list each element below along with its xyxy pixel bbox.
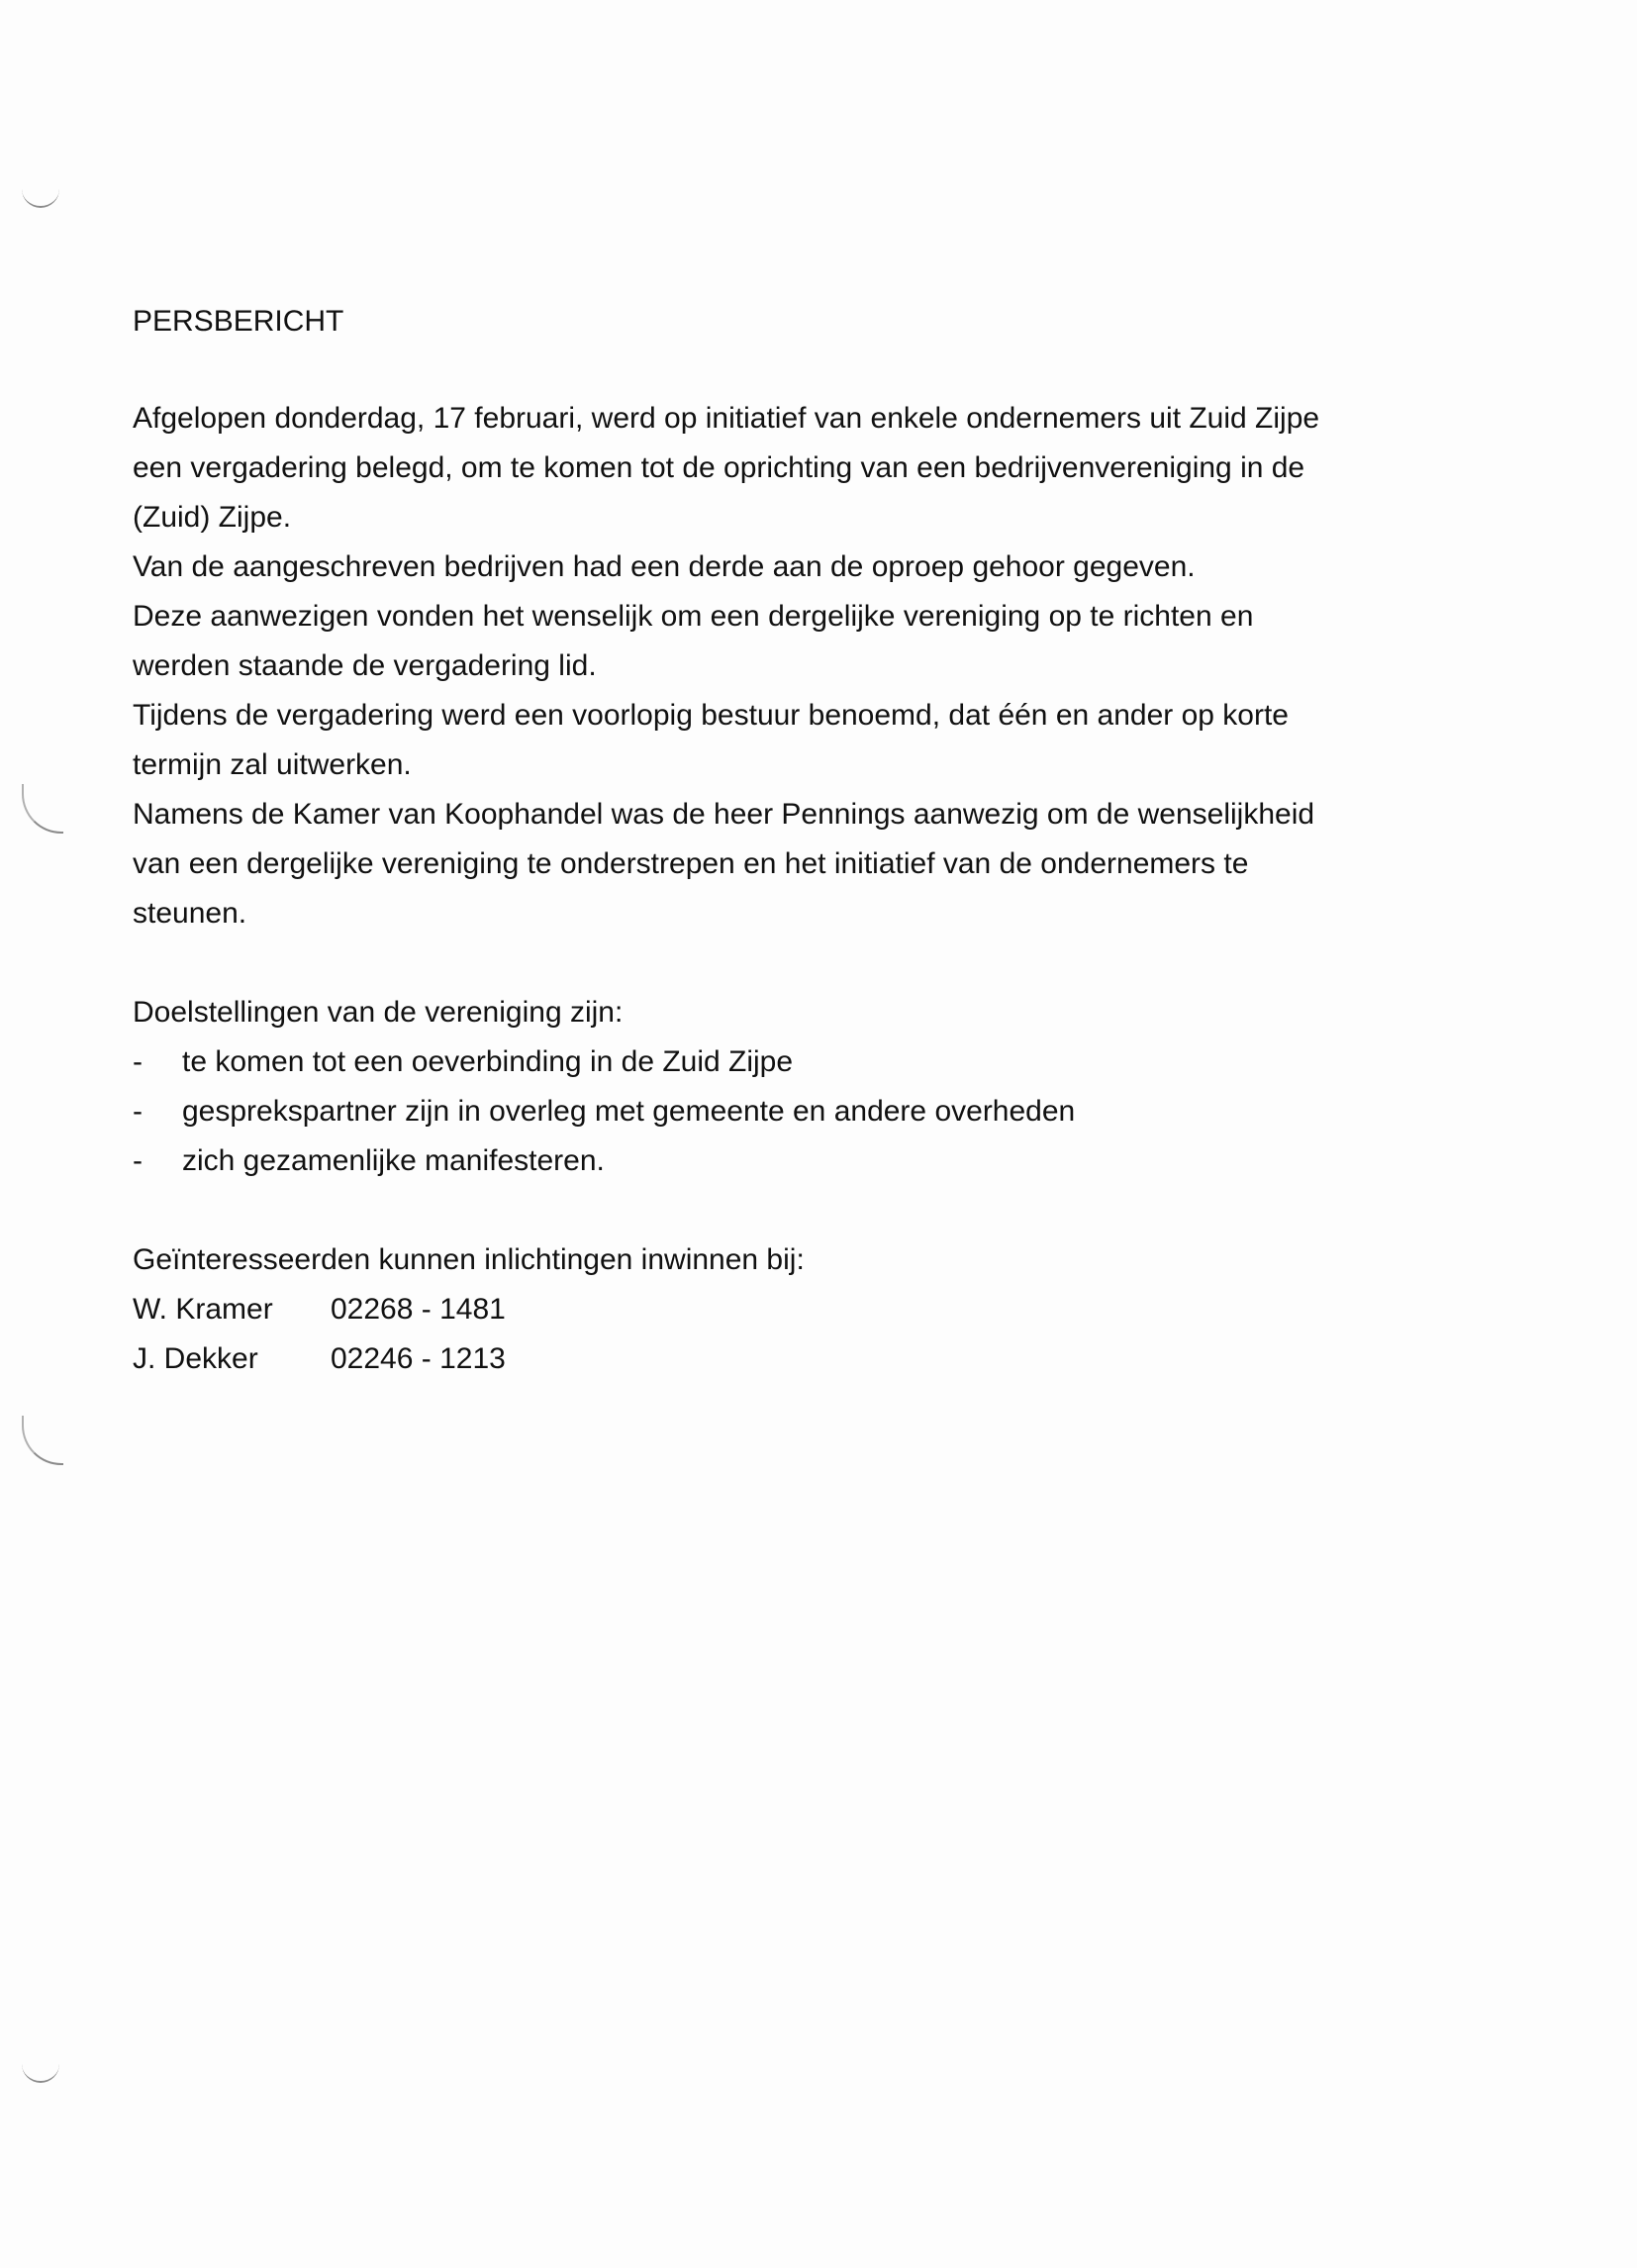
goal-text: te komen tot een oeverbinding in de Zuid Zijpe — [182, 1045, 794, 1078]
goals-list — [133, 1037, 1419, 1186]
paragraph-line: Afgelopen donderdag, 17 februari, werd op initiatief van enkele ondernemers uit Zuid Zijpe — [133, 402, 1320, 435]
contact-row — [133, 1285, 1419, 1334]
dash-bullet: - — [133, 1045, 143, 1078]
paragraph-line: Van de aangeschreven bedrijven had een derde aan de oproep gehoor gegeven. — [133, 550, 1196, 583]
contact-phone: 02246 - 1213 — [331, 1342, 506, 1375]
paragraph-line: van een dergelijke vereniging te onderstrepen en het initiatief van de ondernemers te — [133, 847, 1249, 880]
punch-hole-mark — [22, 1416, 63, 1465]
press-release-paragraph — [133, 394, 1419, 938]
punch-hole-mark — [22, 184, 59, 208]
section-spacer — [133, 1186, 1419, 1235]
paragraph-line: werden staande de vergadering lid. — [133, 649, 597, 682]
contacts-intro: Geïnteresseerden kunnen inlichtingen inwinnen bij: — [133, 1243, 805, 1276]
paragraph-line: een vergadering belegd, om te komen tot de oprichting van een bedrijvenvereniging in de — [133, 451, 1305, 484]
paragraph-line: Namens de Kamer van Koophandel was de heer Pennings aanwezig om de wenselijkheid — [133, 798, 1315, 831]
list-item — [133, 1037, 1419, 1087]
list-item — [133, 1136, 1419, 1186]
contact-row — [133, 1334, 1419, 1384]
paragraph-line: (Zuid) Zijpe. — [133, 501, 292, 534]
paragraph-line: steunen. — [133, 897, 247, 930]
punch-hole-mark — [22, 2059, 59, 2083]
contact-name: J. Dekker — [133, 1342, 258, 1375]
contact-name: W. Kramer — [133, 1293, 273, 1326]
goal-text: zich gezamenlijke manifesteren. — [182, 1144, 605, 1177]
paragraph-line: Deze aanwezigen vonden het wenselijk om een dergelijke vereniging op te richten en — [133, 600, 1254, 633]
document-body — [133, 297, 1419, 1384]
section-spacer — [133, 938, 1419, 988]
contact-phone: 02268 - 1481 — [331, 1293, 506, 1326]
punch-hole-mark — [22, 784, 63, 834]
dash-bullet: - — [133, 1144, 143, 1177]
goals-intro: Doelstellingen van de vereniging zijn: — [133, 996, 624, 1029]
dash-bullet: - — [133, 1095, 143, 1128]
document-heading: PERSBERICHT — [133, 305, 344, 338]
paragraph-line: Tijdens de vergadering werd een voorlopig bestuur benoemd, dat één en ander op korte — [133, 699, 1289, 732]
list-item — [133, 1087, 1419, 1136]
goal-text: gesprekspartner zijn in overleg met gemeente en andere overheden — [182, 1095, 1076, 1128]
paragraph-line: termijn zal uitwerken. — [133, 748, 412, 781]
